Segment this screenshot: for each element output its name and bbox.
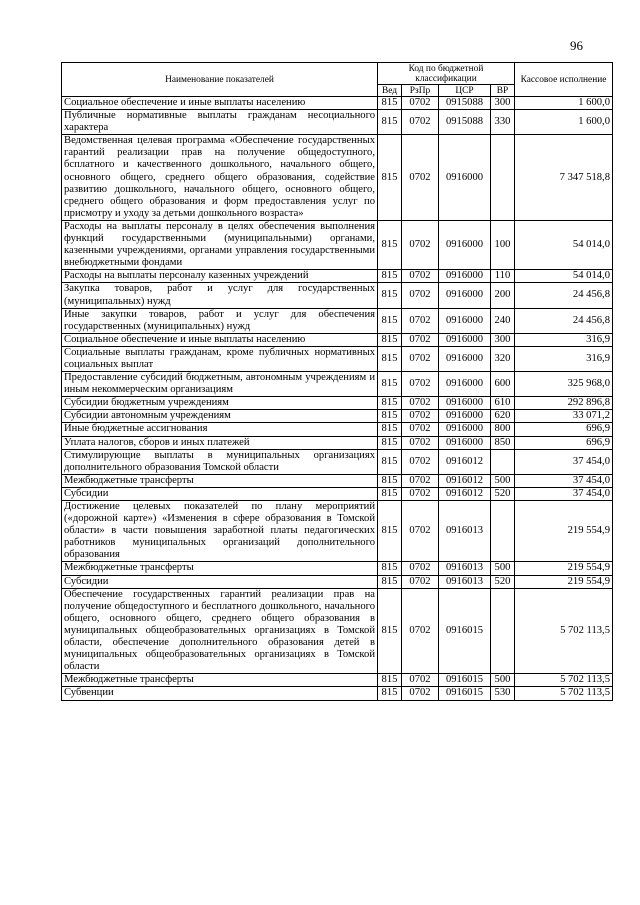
cell-csr: 0916013	[439, 575, 491, 588]
cell-rzpr: 0702	[402, 410, 439, 423]
cell-vr: 500	[491, 562, 515, 575]
cell-rzpr: 0702	[402, 436, 439, 449]
cell-amount: 292 896,8	[515, 397, 613, 410]
cell-amount: 1 600,0	[515, 97, 613, 110]
cell-vr: 850	[491, 436, 515, 449]
cell-rzpr: 0702	[402, 220, 439, 269]
table-row	[62, 575, 613, 588]
cell-ved: 815	[378, 110, 402, 135]
cell-csr: 0916000	[439, 283, 491, 308]
cell-csr: 0916012	[439, 474, 491, 487]
cell-rzpr: 0702	[402, 135, 439, 221]
cell-amount: 5 702 113,5	[515, 674, 613, 687]
cell-vr	[491, 135, 515, 221]
cell-ved: 815	[378, 135, 402, 221]
cell-ved: 815	[378, 501, 402, 562]
cell-rzpr: 0702	[402, 110, 439, 135]
cell-ved: 815	[378, 308, 402, 333]
cell-name: Достижение целевых показателей по плану мероприятий («дорожной карте») «Изменения в сфере образования в Томской области» в части повышения заработной платы педагогических работников муниципальных организаций дополнительного образования	[62, 501, 378, 562]
cell-vr: 800	[491, 423, 515, 436]
header-budget-code: Код по бюджетной классификации	[378, 63, 515, 85]
cell-ved: 815	[378, 588, 402, 674]
table-row	[62, 372, 613, 397]
cell-amount: 316,9	[515, 333, 613, 346]
cell-vr: 200	[491, 283, 515, 308]
header-vr: ВР	[491, 85, 515, 97]
cell-csr: 0916000	[439, 135, 491, 221]
cell-name: Ведомственная целевая программа «Обеспечение государственных гарантий реализации прав на получение общедоступного, бсплатного и качественного дошкольного, начального общего, основного общего, среднего общего образования, содействие развитию дошкольного, начального общего, основного общего, среднего общего образования и форм предоставления услуг по присмотру и уходу за детьми дошкольного возраста»	[62, 135, 378, 221]
table-row	[62, 687, 613, 700]
header-execution: Кассовое исполнение	[515, 63, 613, 97]
table-row	[62, 410, 613, 423]
cell-name: Социальные выплаты гражданам, кроме публичных нормативных социальных выплат	[62, 346, 378, 371]
cell-amount: 24 456,8	[515, 283, 613, 308]
cell-vr: 240	[491, 308, 515, 333]
cell-csr: 0916000	[439, 270, 491, 283]
cell-amount: 696,9	[515, 423, 613, 436]
budget-table	[61, 62, 613, 701]
cell-name: Расходы на выплаты персоналу в целях обеспечения выполнения функций государственными (муниципальными) органами, казенными учреждениями, органами управления государственными внебюджетными фондами	[62, 220, 378, 269]
cell-rzpr: 0702	[402, 333, 439, 346]
cell-csr: 0916000	[439, 220, 491, 269]
cell-ved: 815	[378, 270, 402, 283]
cell-csr: 0916000	[439, 372, 491, 397]
cell-csr: 0915088	[439, 110, 491, 135]
header-csr: ЦСР	[439, 85, 491, 97]
cell-vr: 500	[491, 674, 515, 687]
page-number: 96	[570, 38, 583, 53]
table-row	[62, 562, 613, 575]
table-header	[62, 63, 613, 97]
table-row	[62, 487, 613, 500]
cell-csr: 0916000	[439, 436, 491, 449]
cell-csr: 0916015	[439, 674, 491, 687]
table-row	[62, 501, 613, 562]
cell-rzpr: 0702	[402, 474, 439, 487]
cell-name: Стимулирующие выплаты в муниципальных организациях дополнительного образования Томской области	[62, 449, 378, 474]
cell-amount: 219 554,9	[515, 575, 613, 588]
table-row	[62, 674, 613, 687]
cell-rzpr: 0702	[402, 562, 439, 575]
cell-amount: 5 702 113,5	[515, 588, 613, 674]
cell-ved: 815	[378, 487, 402, 500]
cell-name: Закупка товаров, работ и услуг для государственных (муниципальных) нужд	[62, 283, 378, 308]
cell-csr: 0916000	[439, 333, 491, 346]
header-rzpr: РзПр	[402, 85, 439, 97]
header-name: Наименование показателей	[62, 63, 378, 97]
cell-rzpr: 0702	[402, 270, 439, 283]
cell-csr: 0916000	[439, 346, 491, 371]
cell-rzpr: 0702	[402, 674, 439, 687]
cell-rzpr: 0702	[402, 575, 439, 588]
table-row	[62, 110, 613, 135]
cell-csr: 0916012	[439, 449, 491, 474]
cell-amount: 54 014,0	[515, 220, 613, 269]
cell-vr: 600	[491, 372, 515, 397]
cell-ved: 815	[378, 346, 402, 371]
table-row	[62, 474, 613, 487]
cell-amount: 219 554,9	[515, 501, 613, 562]
cell-vr: 110	[491, 270, 515, 283]
cell-vr: 610	[491, 397, 515, 410]
cell-name: Межбюджетные трансферты	[62, 474, 378, 487]
cell-csr: 0915088	[439, 97, 491, 110]
table-row	[62, 436, 613, 449]
cell-amount: 219 554,9	[515, 562, 613, 575]
cell-ved: 815	[378, 674, 402, 687]
cell-amount: 7 347 518,8	[515, 135, 613, 221]
table-row	[62, 449, 613, 474]
table-row	[62, 397, 613, 410]
cell-name: Межбюджетные трансферты	[62, 562, 378, 575]
cell-rzpr: 0702	[402, 397, 439, 410]
cell-csr: 0916013	[439, 562, 491, 575]
table-row	[62, 283, 613, 308]
cell-name: Субвенции	[62, 687, 378, 700]
header-ved: Вед	[378, 85, 402, 97]
cell-ved: 815	[378, 423, 402, 436]
cell-name: Расходы на выплаты персоналу казенных учреждений	[62, 270, 378, 283]
cell-name: Субсидии	[62, 575, 378, 588]
cell-ved: 815	[378, 575, 402, 588]
table-row	[62, 97, 613, 110]
cell-vr: 520	[491, 487, 515, 500]
cell-ved: 815	[378, 687, 402, 700]
cell-rzpr: 0702	[402, 372, 439, 397]
cell-vr: 300	[491, 333, 515, 346]
cell-amount: 696,9	[515, 436, 613, 449]
cell-vr	[491, 449, 515, 474]
cell-vr: 300	[491, 97, 515, 110]
table-row	[62, 270, 613, 283]
cell-rzpr: 0702	[402, 449, 439, 474]
cell-ved: 815	[378, 562, 402, 575]
cell-name: Обеспечение государственных гарантий реализации прав на получение общедоступного и бесплатного дошкольного, начального общего, основного общего, среднего общего образования в муниципальных общеобразовательных организациях в Томской области, обеспечение дополнительного образования детей в муниципальных общеобразовательных организациях в Томской области	[62, 588, 378, 674]
cell-csr: 0916013	[439, 501, 491, 562]
cell-vr: 320	[491, 346, 515, 371]
cell-csr: 0916000	[439, 423, 491, 436]
cell-vr	[491, 588, 515, 674]
table-row	[62, 333, 613, 346]
cell-amount: 37 454,0	[515, 449, 613, 474]
cell-vr: 500	[491, 474, 515, 487]
table-row	[62, 423, 613, 436]
cell-amount: 37 454,0	[515, 474, 613, 487]
cell-amount: 316,9	[515, 346, 613, 371]
cell-ved: 815	[378, 449, 402, 474]
cell-rzpr: 0702	[402, 501, 439, 562]
cell-csr: 0916012	[439, 487, 491, 500]
cell-rzpr: 0702	[402, 283, 439, 308]
cell-name: Субсидии автономным учреждениям	[62, 410, 378, 423]
table-row	[62, 135, 613, 221]
cell-ved: 815	[378, 97, 402, 110]
cell-amount: 37 454,0	[515, 487, 613, 500]
cell-name: Субсидии бюджетным учреждениям	[62, 397, 378, 410]
cell-amount: 24 456,8	[515, 308, 613, 333]
cell-amount: 5 702 113,5	[515, 687, 613, 700]
cell-csr: 0916000	[439, 308, 491, 333]
cell-rzpr: 0702	[402, 487, 439, 500]
cell-rzpr: 0702	[402, 97, 439, 110]
cell-ved: 815	[378, 333, 402, 346]
cell-name: Публичные нормативные выплаты гражданам несоциального характера	[62, 110, 378, 135]
cell-csr: 0916015	[439, 687, 491, 700]
table-row	[62, 308, 613, 333]
cell-amount: 1 600,0	[515, 110, 613, 135]
cell-ved: 815	[378, 372, 402, 397]
table-row	[62, 346, 613, 371]
cell-ved: 815	[378, 283, 402, 308]
cell-vr: 620	[491, 410, 515, 423]
cell-name: Иные закупки товаров, работ и услуг для обеспечения государственных (муниципальных) нужд	[62, 308, 378, 333]
cell-name: Социальное обеспечение и иные выплаты населению	[62, 97, 378, 110]
cell-vr: 520	[491, 575, 515, 588]
cell-ved: 815	[378, 397, 402, 410]
cell-rzpr: 0702	[402, 346, 439, 371]
cell-name: Субсидии	[62, 487, 378, 500]
cell-ved: 815	[378, 474, 402, 487]
cell-rzpr: 0702	[402, 687, 439, 700]
cell-name: Предоставление субсидий бюджетным, автономным учреждениям и иным некоммерческим организациям	[62, 372, 378, 397]
cell-name: Уплата налогов, сборов и иных платежей	[62, 436, 378, 449]
cell-name: Социальное обеспечение и иные выплаты населению	[62, 333, 378, 346]
table-row	[62, 220, 613, 269]
cell-csr: 0916000	[439, 397, 491, 410]
table-row	[62, 588, 613, 674]
cell-amount: 33 071,2	[515, 410, 613, 423]
cell-rzpr: 0702	[402, 588, 439, 674]
cell-ved: 815	[378, 436, 402, 449]
cell-rzpr: 0702	[402, 308, 439, 333]
cell-csr: 0916015	[439, 588, 491, 674]
cell-ved: 815	[378, 410, 402, 423]
cell-vr: 530	[491, 687, 515, 700]
cell-csr: 0916000	[439, 410, 491, 423]
cell-rzpr: 0702	[402, 423, 439, 436]
table-body	[62, 97, 613, 701]
cell-vr: 100	[491, 220, 515, 269]
cell-amount: 325 968,0	[515, 372, 613, 397]
cell-amount: 54 014,0	[515, 270, 613, 283]
cell-vr: 330	[491, 110, 515, 135]
cell-ved: 815	[378, 220, 402, 269]
cell-name: Иные бюджетные ассигнования	[62, 423, 378, 436]
cell-name: Межбюджетные трансферты	[62, 674, 378, 687]
cell-vr	[491, 501, 515, 562]
